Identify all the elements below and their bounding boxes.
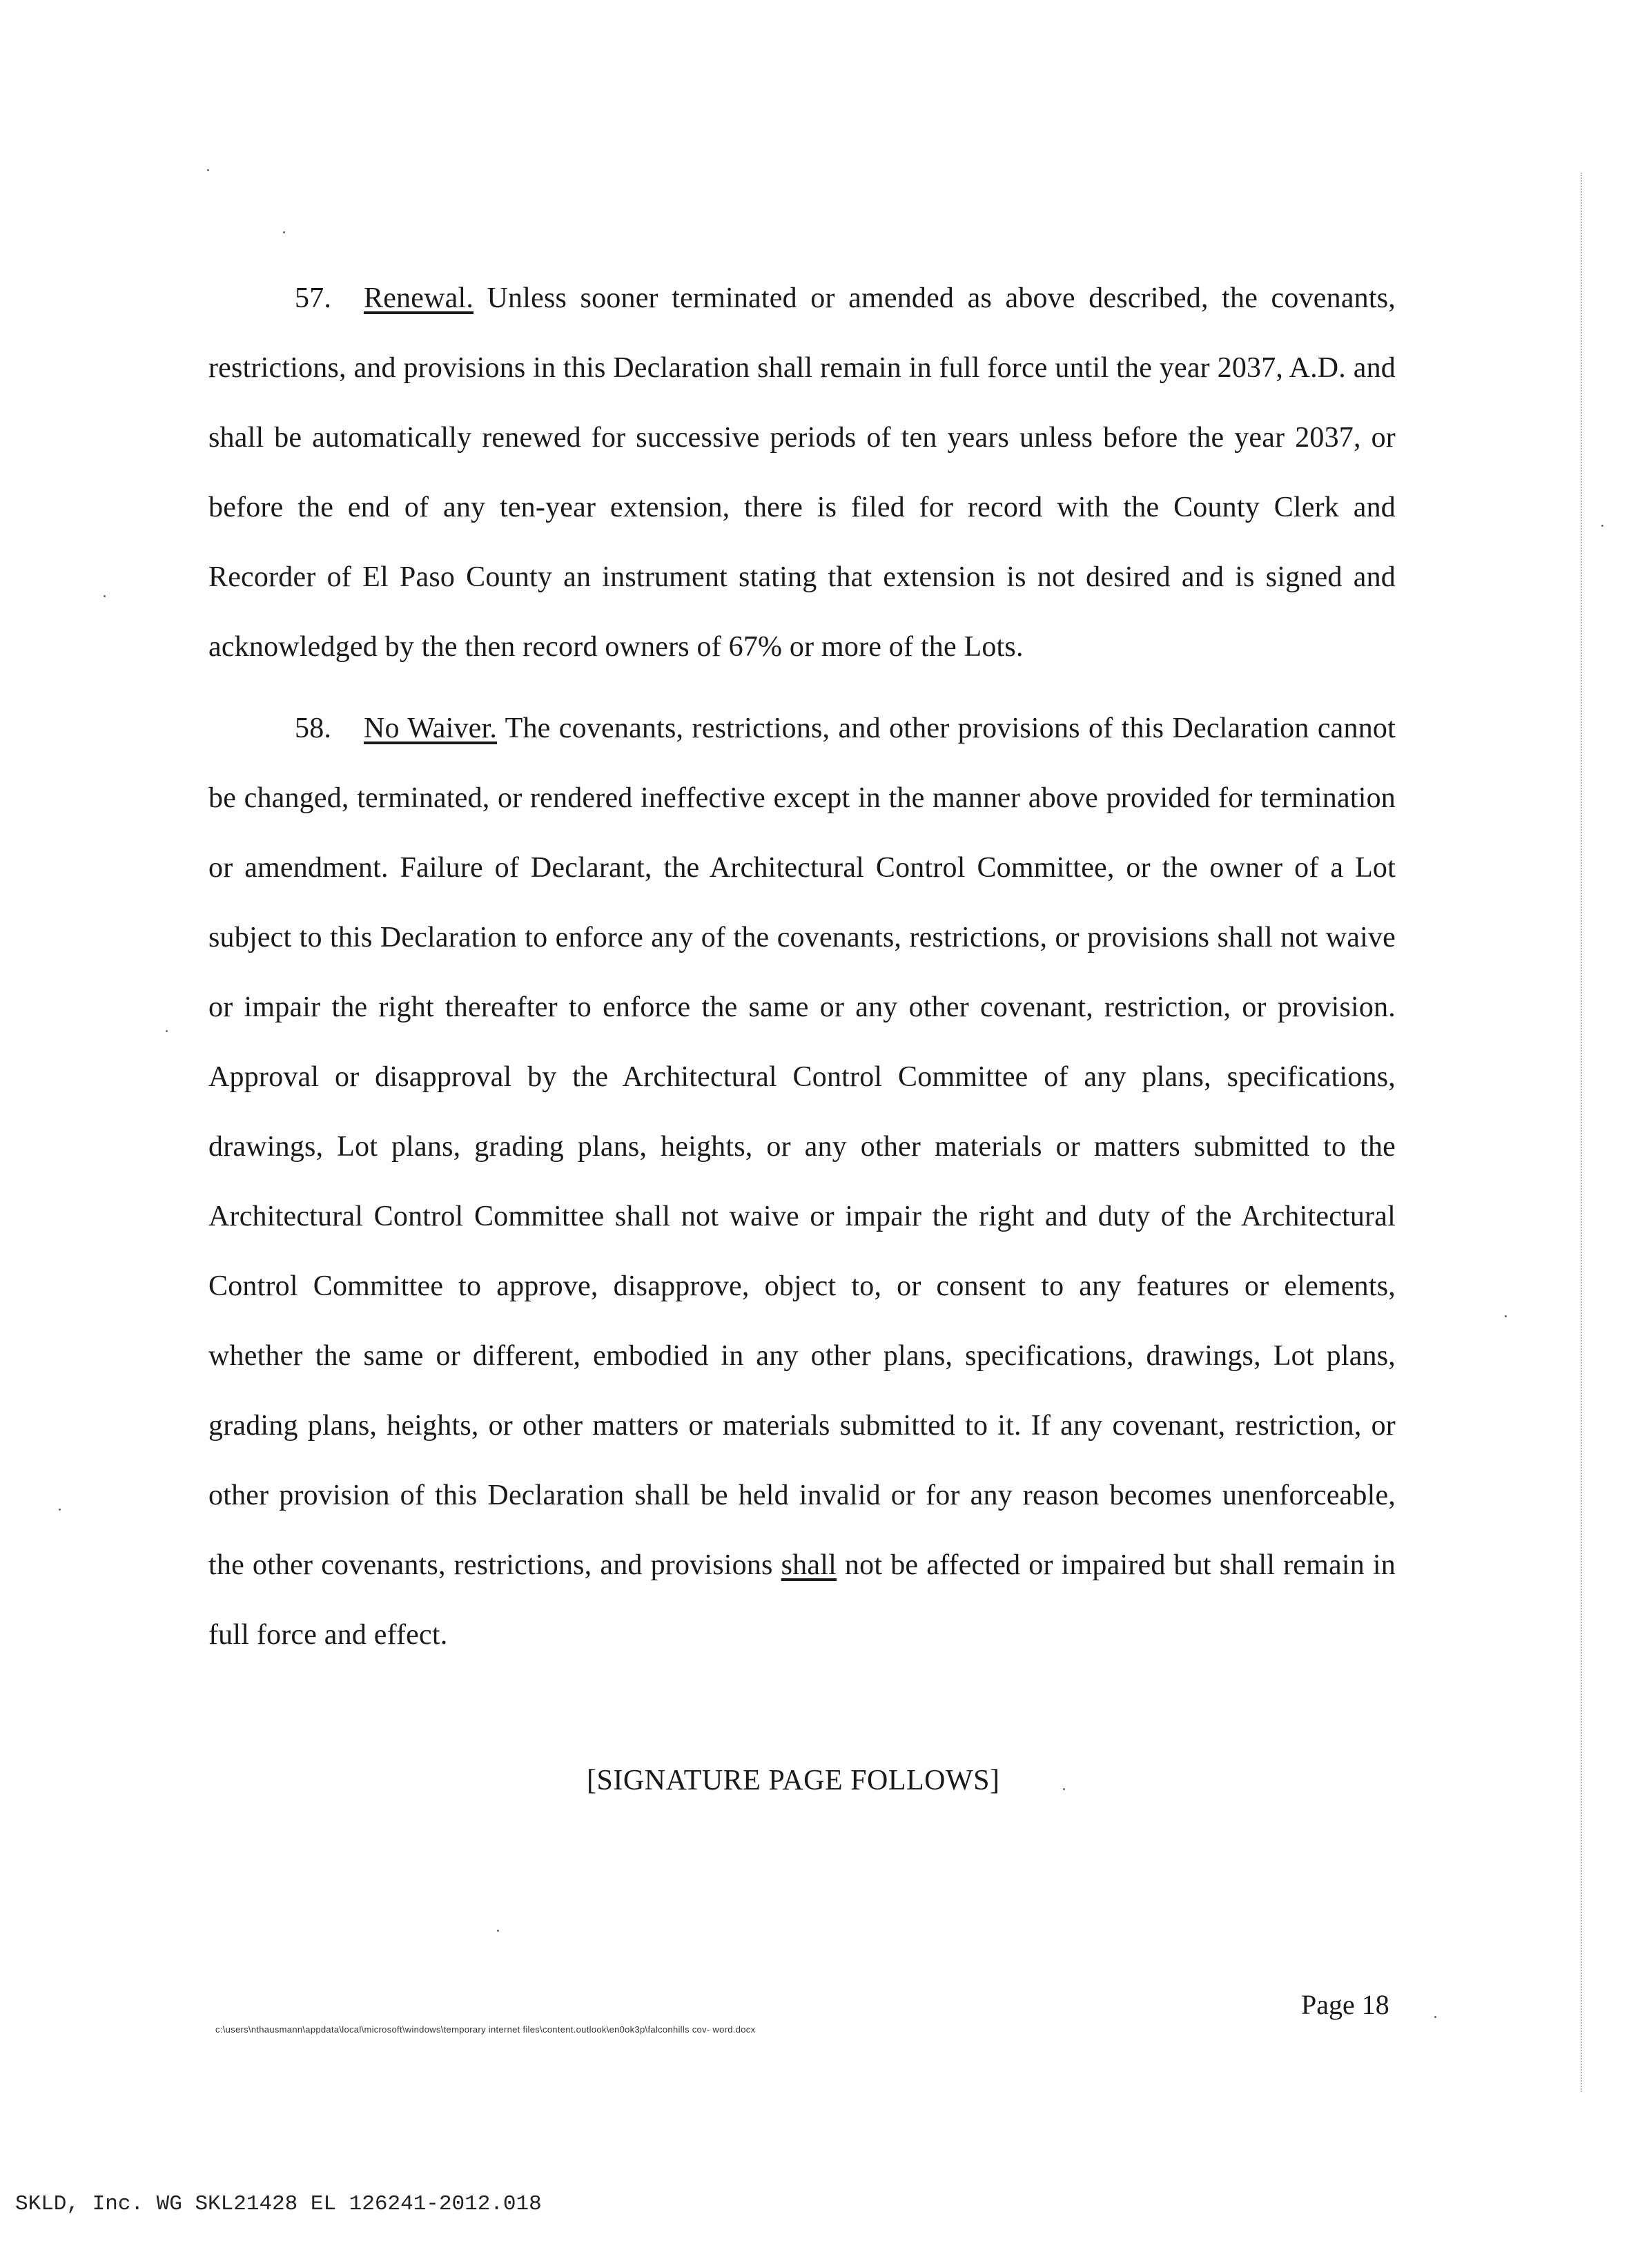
- scan-speck: [104, 595, 106, 597]
- scan-speck: [1601, 525, 1603, 527]
- section-heading: Renewal.: [364, 282, 474, 314]
- scan-speck: [59, 1509, 61, 1511]
- scan-speck: [497, 1930, 499, 1932]
- section-heading: No Waiver.: [364, 713, 498, 744]
- file-path-footer: c:\users\nthausmann\appdata\local\microsoft\windows\temporary internet files\content.outlook\en0ok3p\falconhills cov- word.docx: [215, 2024, 756, 2035]
- scan-speck: [1434, 2016, 1436, 2018]
- scan-speck: [1063, 1788, 1065, 1790]
- scan-speck: [283, 231, 285, 233]
- scan-speck: [207, 169, 209, 171]
- section-number: 58.: [295, 713, 332, 744]
- section-body: The covenants, restrictions, and other provisions of this Declaration cannot be changed, terminated, or rendered ineffective except in the manner above provided for termination or amendment. Failure of Declarant, the Architectural Control Committee, or the owner of a Lot subject to this Declaration to enforce any of the covenants, restrictions, or provisions shall not waive or impair the right thereafter to enforce the same or any other covenant, restriction, or provision. Approval or disapproval by the Architectural Control Committee of any plans, specifications, drawings, Lot plans, grading plans, heights, or any other materials or matters submitted to the Architectural Control Committee shall not waive or impair the right and duty of the Architectural Control Committee to approve, disapprove, object to, or consent to any features or elements, whether the same or different, embodied in any other plans, specifications, drawings, Lot plans, grading plans, heights, or other matters or materials submitted to it. If any covenant, restriction, or other provision of this Declaration shall be held invalid or for any reason becomes unenforceable, the other covenants, restrictions, and provisions: [208, 713, 1396, 1581]
- section-number: 57.: [295, 282, 332, 314]
- section-57-renewal: [208, 264, 1396, 682]
- section-body-end: not be affected or impaired but shall remain in full force and effect.: [208, 1549, 1396, 1651]
- section-58-no-waiver: [208, 694, 1396, 1670]
- scan-speck: [166, 1030, 168, 1032]
- signature-page-notice: [SIGNATURE PAGE FOLLOWS]: [587, 1765, 1000, 1796]
- underlined-word: shall: [781, 1549, 837, 1581]
- recording-stamp: SKLD, Inc. WG SKL21428 EL 126241-2012.018: [15, 2192, 542, 2216]
- scan-speck: [1505, 1315, 1507, 1317]
- section-body: Unless sooner terminated or amended as above described, the covenants, restrictions, and provisions in this Declaration shall remain in full force until the year 2037, A.D. and shall be automatically renewed for successive periods of ten years unless before the year 2037, or before the end of any ten-year extension, there is filed for record with the County Clerk and Recorder of El Paso County an instrument stating that extension is not desired and is signed and acknowledged by the then record owners of 67% or more of the Lots.: [208, 282, 1396, 663]
- scan-edge-artifact: [1581, 173, 1582, 2092]
- page-number: Page 18: [1301, 1989, 1389, 2020]
